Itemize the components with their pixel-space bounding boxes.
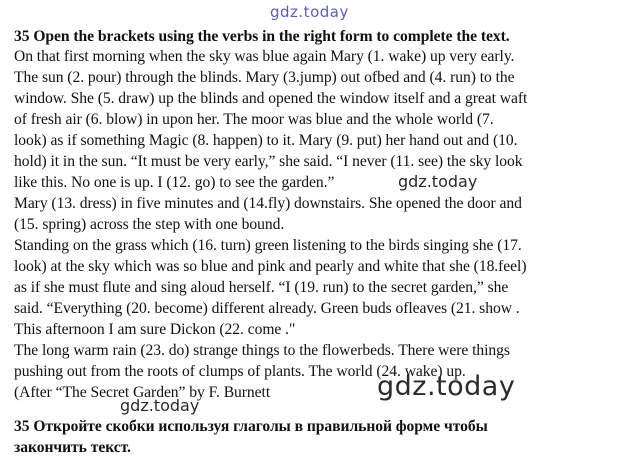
watermark-big: gdz.today xyxy=(377,371,516,402)
text-line-6: hold) it in the sun. “It must be very early,” she said. “I never (11. see) the sky look xyxy=(14,153,523,170)
translation-heading-line-1: 35 Откройте скобки используя глаголы в правильной форме чтобы xyxy=(14,418,488,435)
watermark-small: gdz.today xyxy=(120,396,200,415)
text-line-10: Standing on the grass which (16. turn) green listening to the birds singing she (17. xyxy=(14,237,522,254)
text-line-11: look) at the sky which was so blue and pink and pearly and white that she (18.feel) xyxy=(14,258,527,275)
text-line-2: The sun (2. pour) through the blinds. Mary (3.jump) out ofbed and (4. run) to the xyxy=(14,69,515,86)
text-line-15: The long warm rain (23. do) strange things to the flowerbeds. There were things xyxy=(14,342,510,359)
text-line-3: window. She (5. draw) up the blinds and opened the window itself and a great waft xyxy=(14,90,528,107)
text-line-13: said. “Everything (20. become) different already. Green buds ofleaves (21. show . xyxy=(14,300,520,317)
watermark-mid: gdz.today xyxy=(398,172,478,191)
text-line-1: On that first morning when the sky was blue again Mary (1. wake) up very early. xyxy=(14,48,515,65)
text-line-4: of fresh air (6. blow) in upon her. The moor was blue and the whole world (7. xyxy=(14,111,494,128)
text-line-8: Mary (13. dress) in five minutes and (14.fly) downstairs. She opened the door and xyxy=(14,195,522,212)
text-line-9: (15. spring) across the step with one bound. xyxy=(14,216,285,233)
text-line-7: like this. No one is up. I (12. go) to see the garden.” xyxy=(14,174,335,191)
text-line-14: This afternoon I am sure Dickon (22. come ." xyxy=(14,321,296,338)
text-line-12: as if she must flute and sing aloud herself. “I (19. run) to the secret garden,” she xyxy=(14,279,509,296)
text-line-16: pushing out from the roots of clumps of plants. The world (24. wake) up. xyxy=(14,363,466,380)
translation-heading-line-2: закончить текст. xyxy=(14,439,131,456)
exercise-heading: 35 Open the brackets using the verbs in the right form to complete the text. xyxy=(14,28,510,45)
watermark-top: gdz.today xyxy=(270,3,349,21)
text-line-17: (After “The Secret Garden” by F. Burnett xyxy=(14,384,271,401)
text-line-5: look) as if something Magic (8. happen) to it. Mary (9. put) her hand out and (10. xyxy=(14,132,518,149)
